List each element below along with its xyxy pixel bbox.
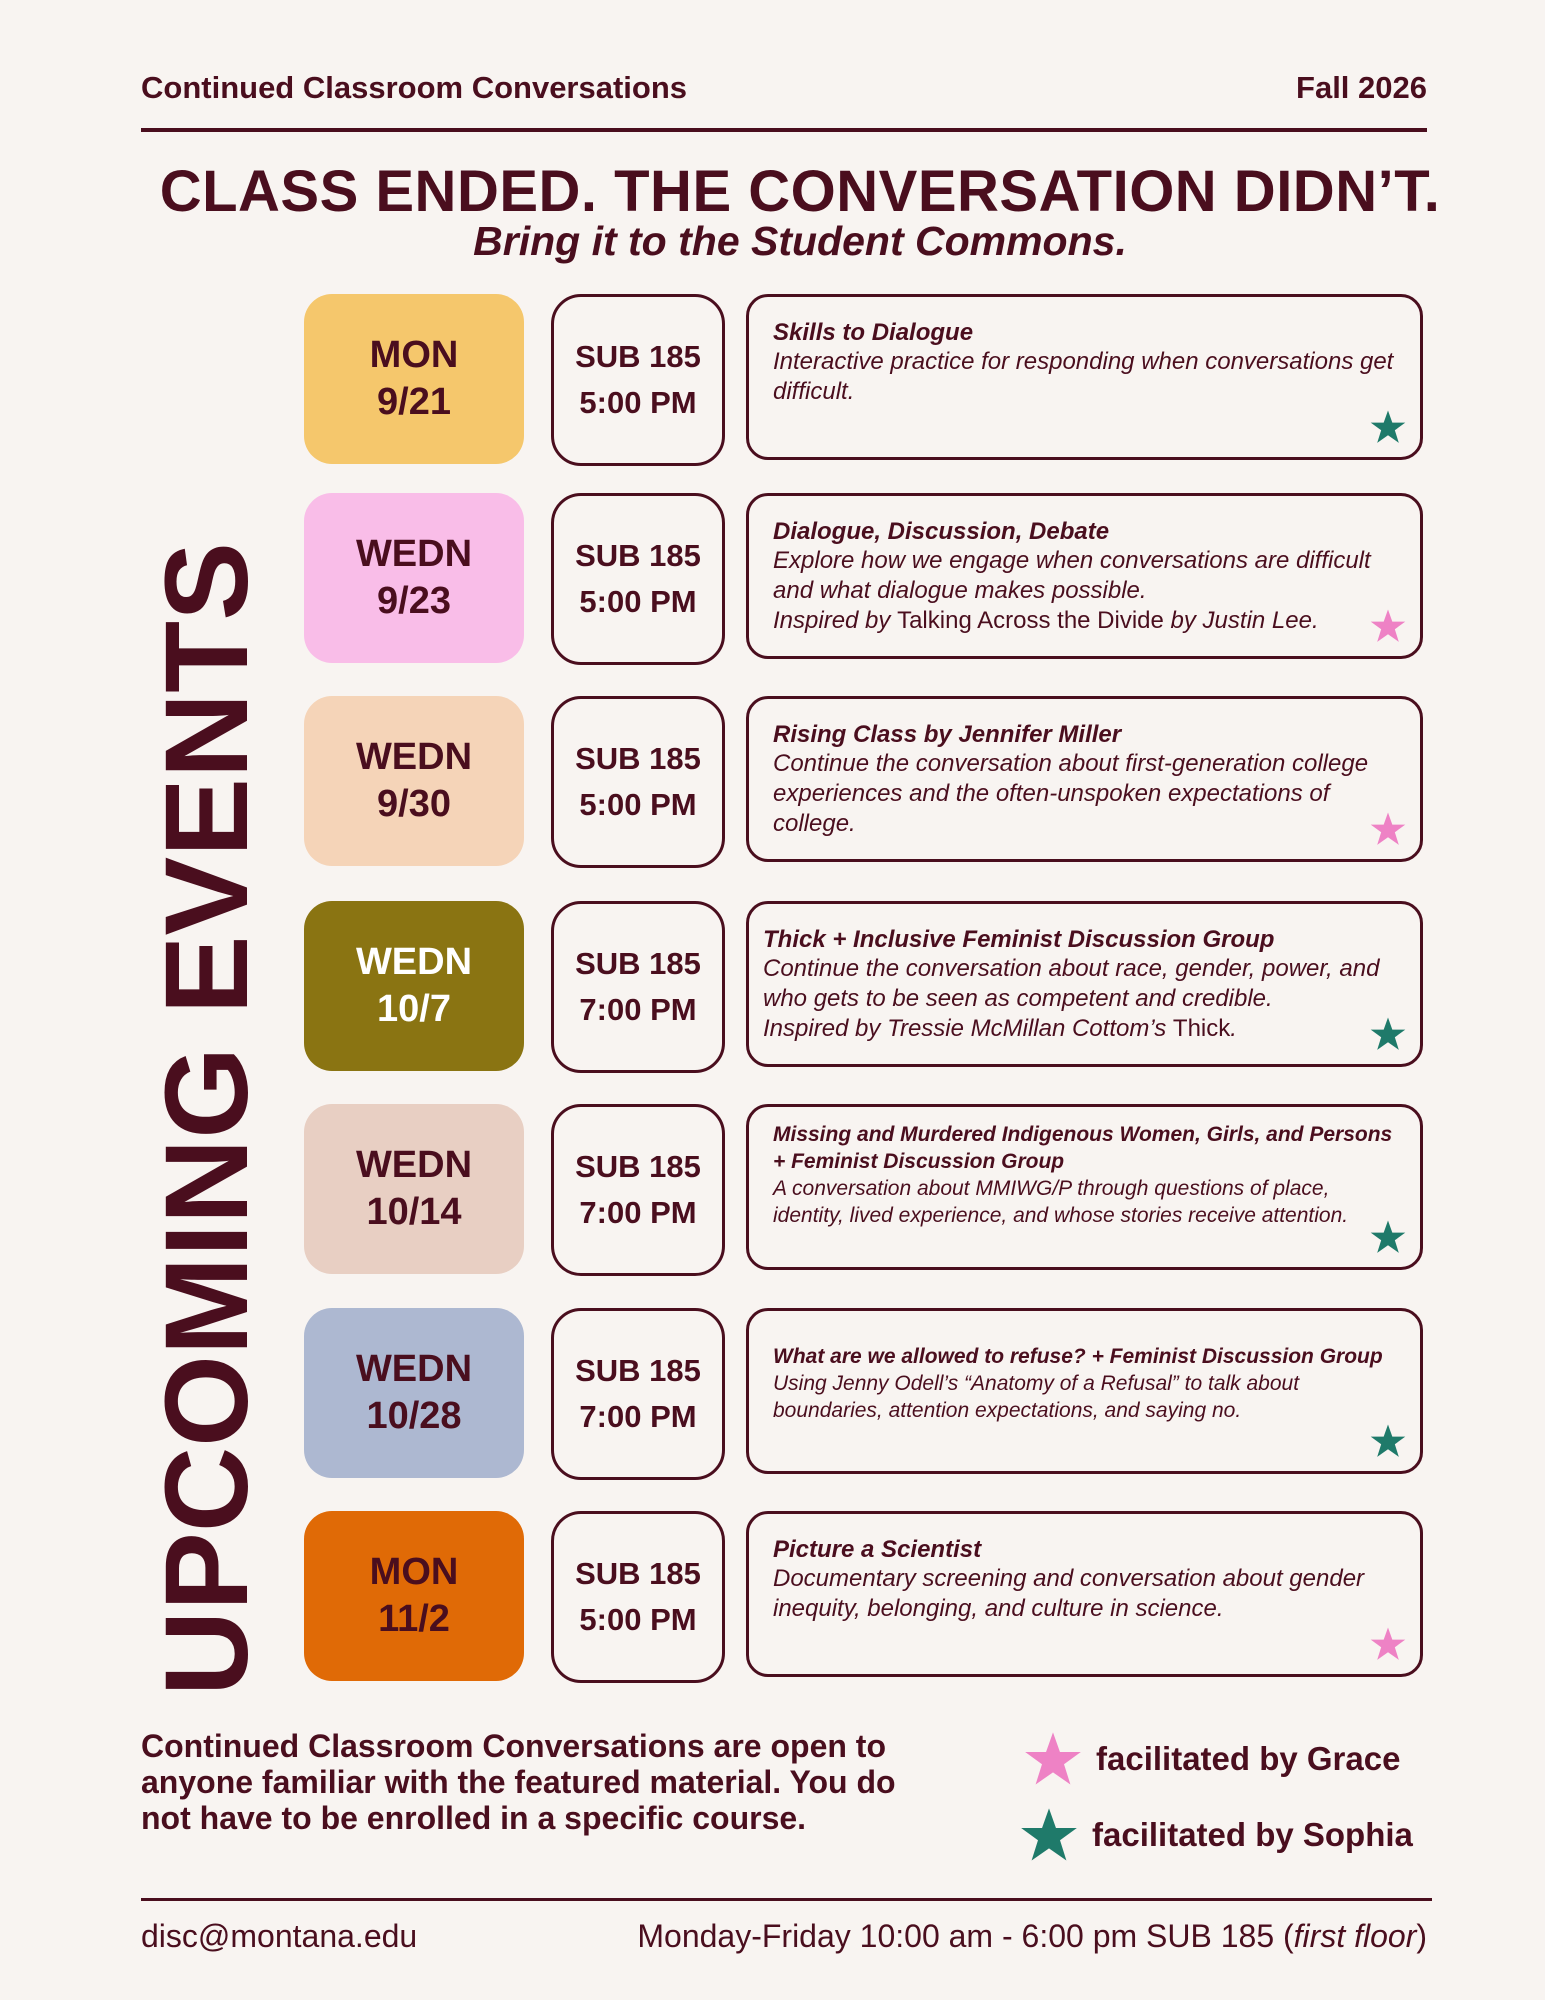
event-day: WEDN xyxy=(355,736,473,778)
event-location-box xyxy=(551,493,725,665)
pink-star-icon xyxy=(1370,608,1406,644)
green-star-icon xyxy=(1370,1016,1406,1052)
event-description-box xyxy=(746,1308,1423,1474)
event-date: 9/30 xyxy=(377,783,451,825)
inspiration-pre: Inspired by Tressie McMillan Cottom’s xyxy=(763,1015,1173,1042)
event-description-box xyxy=(746,493,1423,659)
event-title: Missing and Murdered Indigenous Women, Girls, and Persons + Feminist Discussion Group xyxy=(773,1123,1393,1173)
event-description-box xyxy=(746,1511,1423,1677)
open-note: Continued Classroom Conversations are open to anyone familiar with the featured material. You do not have to be enrolled in a specific course. xyxy=(141,1728,896,1836)
legend-grace-label: facilitated by Grace xyxy=(1096,1740,1401,1777)
event-location-box xyxy=(551,294,725,466)
event-title: Rising Class by Jennifer Miller xyxy=(773,721,1122,748)
event-date: 10/14 xyxy=(366,1191,462,1233)
event-title: Dialogue, Discussion, Debate xyxy=(773,518,1110,545)
green-star-icon xyxy=(1370,1423,1406,1459)
event-date: 9/23 xyxy=(377,580,451,622)
event-inspiration xyxy=(763,1014,1396,1044)
inspiration-post: by Justin Lee. xyxy=(1163,607,1319,634)
event-title: What are we allowed to refuse? + Feminist Discussion Group xyxy=(773,1345,1383,1368)
event-date-box xyxy=(304,1308,524,1478)
top-divider xyxy=(141,128,1427,132)
contact-email[interactable]: disc@montana.edu xyxy=(141,1918,418,1954)
event-description: A conversation about MMIWG/P through questions of place, identity, lived experience, and whose stories receive attention. xyxy=(773,1177,1349,1227)
office-hours-location: first floor xyxy=(1293,1918,1417,1954)
event-location-box xyxy=(551,901,725,1073)
event-room: SUB 185 xyxy=(575,741,701,776)
event-time: 7:00 PM xyxy=(579,992,697,1027)
term-label: Fall 2026 xyxy=(1296,70,1427,105)
event-date-box xyxy=(304,493,524,663)
inspiration-post: . xyxy=(1230,1015,1237,1042)
event-date-box xyxy=(304,696,524,866)
event-date-box xyxy=(304,901,524,1071)
legend-sophia xyxy=(1020,1806,1413,1864)
event-time: 5:00 PM xyxy=(579,1602,697,1637)
office-hours-close: ) xyxy=(1416,1918,1427,1954)
pink-star-icon xyxy=(1024,1730,1082,1788)
pink-star-icon xyxy=(1370,1626,1406,1662)
inspiration-work: Thick xyxy=(1172,1015,1231,1042)
event-time: 7:00 PM xyxy=(579,1195,697,1230)
event-day: MON xyxy=(369,334,459,376)
event-title: Skills to Dialogue xyxy=(773,319,974,346)
event-room: SUB 185 xyxy=(575,1149,701,1184)
event-date: 9/21 xyxy=(377,381,451,423)
event-description-box xyxy=(746,294,1423,460)
event-date: 11/2 xyxy=(378,1598,450,1640)
green-star-icon xyxy=(1020,1806,1078,1864)
upcoming-events-title: UPCOMING EVENTS xyxy=(141,542,273,1696)
green-star-icon xyxy=(1370,409,1406,445)
event-room: SUB 185 xyxy=(575,538,701,573)
event-description: Interactive practice for responding when conversations get difficult. xyxy=(773,348,1394,405)
event-description-box xyxy=(746,901,1423,1067)
event-time: 5:00 PM xyxy=(579,584,697,619)
event-location-box xyxy=(551,696,725,868)
event-location-box xyxy=(551,1104,725,1276)
inspiration-work: Talking Across the Divide xyxy=(897,607,1164,634)
event-date-box xyxy=(304,1511,524,1681)
event-description: Continue the conversation about race, gender, power, and who gets to be seen as competent and credible. xyxy=(763,955,1380,1012)
event-inspiration xyxy=(773,606,1396,636)
event-day: MON xyxy=(369,1551,459,1593)
event-date-box xyxy=(304,1104,524,1274)
event-location-box xyxy=(551,1308,725,1480)
event-day: WEDN xyxy=(355,941,473,983)
event-title: Thick + Inclusive Feminist Discussion Group xyxy=(763,926,1275,953)
office-hours xyxy=(637,1918,1427,1955)
subheadline: Bring it to the Student Commons. xyxy=(473,218,1127,264)
event-room: SUB 185 xyxy=(575,946,701,981)
event-date: 10/7 xyxy=(377,988,451,1030)
event-time: 7:00 PM xyxy=(579,1399,697,1434)
event-room: SUB 185 xyxy=(575,1556,701,1591)
event-location-box xyxy=(551,1511,725,1683)
legend-sophia-label: facilitated by Sophia xyxy=(1092,1816,1413,1853)
event-description-box xyxy=(746,1104,1423,1270)
event-description-box xyxy=(746,696,1423,862)
event-day: WEDN xyxy=(355,1144,473,1186)
event-date: 10/28 xyxy=(366,1395,462,1437)
event-day: WEDN xyxy=(355,533,473,575)
event-time: 5:00 PM xyxy=(579,385,697,420)
event-title: Picture a Scientist xyxy=(773,1536,982,1563)
event-description: Using Jenny Odell’s “Anatomy of a Refusal” to talk about boundaries, attention expectations, and saying no. xyxy=(773,1372,1300,1422)
bottom-divider xyxy=(141,1898,1432,1901)
event-time: 5:00 PM xyxy=(579,787,697,822)
headline: CLASS ENDED. THE CONVERSATION DIDN’T. xyxy=(159,159,1441,224)
event-day: WEDN xyxy=(355,1348,473,1390)
inspiration-pre: Inspired by xyxy=(773,607,898,634)
pink-star-icon xyxy=(1370,811,1406,847)
event-room: SUB 185 xyxy=(575,1353,701,1388)
event-description: Documentary screening and conversation about gender inequity, belonging, and culture in science. xyxy=(773,1565,1365,1622)
series-title: Continued Classroom Conversations xyxy=(141,70,688,105)
green-star-icon xyxy=(1370,1219,1406,1255)
office-hours-text: Monday-Friday 10:00 am - 6:00 pm SUB 185 ( xyxy=(637,1918,1294,1954)
event-room: SUB 185 xyxy=(575,339,701,374)
event-date-box xyxy=(304,294,524,464)
event-description: Explore how we engage when conversations are difficult and what dialogue makes possible. xyxy=(773,547,1371,604)
event-description: Continue the conversation about first-generation college experiences and the often-unspoken expectations of college. xyxy=(773,750,1369,837)
legend-grace xyxy=(1024,1730,1400,1788)
